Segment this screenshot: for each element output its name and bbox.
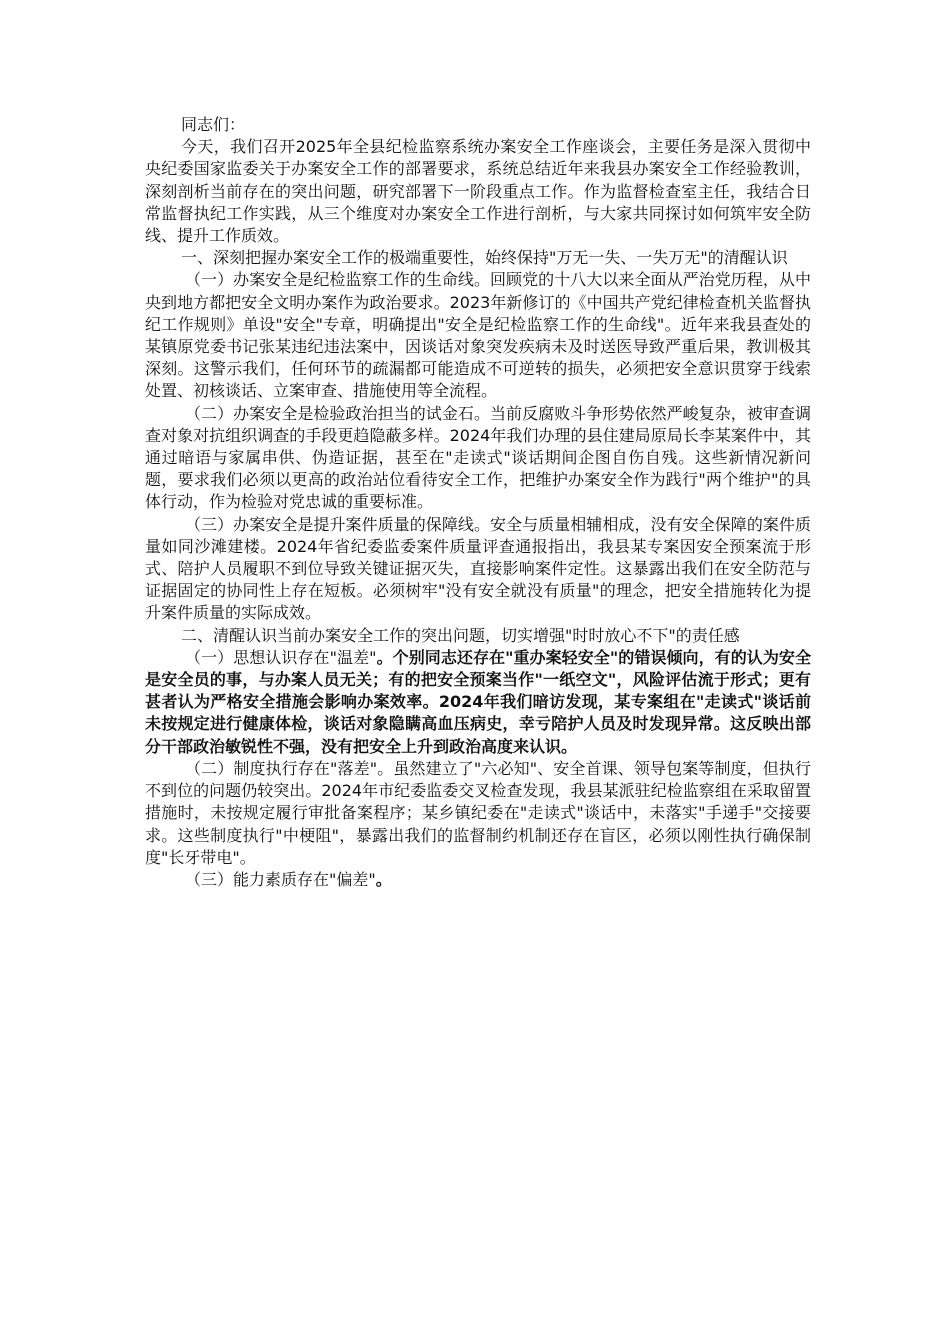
section-2-heading: 二、清醒认识当前办案安全工作的突出问题，切实增强"时时放心不下"的责任感 [181, 625, 740, 645]
section-2-point-1-body: 。个别同志还存在"重办案轻安全"的错误倾向，有的认为安全是安全员的事，与办案人员无关；有的把安全预案当作"一纸空文"，风险评估流于形式；更有甚者认为严格安全措施会影响办案效率。2024年我们暗访发现，某专案组在"走读式"谈话前未按规定进行健康体检，谈话对象隐瞒高血压病史，幸亏陪护人员及时发现异常。这反映出部分干部政治敏锐性不强，没有把安全上升到政治高度来认识。 [145, 647, 811, 756]
section-2-paragraph-2 [145, 758, 811, 869]
section-1-heading: 一、深刻把握办案安全工作的极端重要性，始终保持"万无一失、一失万无"的清醒认识 [181, 248, 788, 268]
section-2-point-1-lead: （一）思想认识存在"温差" [185, 647, 377, 667]
section-2-paragraph-3 [145, 869, 811, 891]
section-2-point-3-body: 。 [375, 869, 392, 889]
section-2-point-2-body: 。虽然建立了"六必知"、安全首课、领导包案等制度，但执行不到位的问题仍较突出。2024年市纪委监委交叉检查发现，我县某派驻纪检监察组在采取留置措施时，未按规定履行审批备案程序；某乡镇纪委在"走读式"谈话中，未落实"手递手"交接要求。这些制度执行"中梗阻"，暴露出我们的监督制约机制还存在盲区，必须以刚性执行确保制度"长牙带电"。 [145, 758, 811, 867]
section-2-point-2-lead: （二）制度执行存在"落差" [185, 758, 378, 778]
section-2-point-3-lead: （三）能力素质存在"偏差" [185, 869, 376, 889]
section-1-paragraph-2: （二）办案安全是检验政治担当的试金石。当前反腐败斗争形势依然严峻复杂，被审查调查对象对抗组织调查的手段更趋隐蔽多样。2024年我们办理的县住建局原局长李某案件中，其通过暗语与家属串供、伪造证据，甚至在"走读式"谈话期间企图自伤自残。这些新情况新问题，要求我们必须以更高的政治站位看待安全工作，把维护办案安全作为践行"两个维护"的具体行动，作为检验对党忠诚的重要标准。 [145, 403, 811, 512]
section-1-paragraph-3: （三）办案安全是提升案件质量的保障线。安全与质量相辅相成，没有安全保障的案件质量如同沙滩建楼。2024年省纪委监委案件质量评查通报指出，我县某专案因安全预案流于形式、陪护人员履职不到位导致关键证据灭失，直接影响案件定性。这暴露出我们在安全防范与证据固定的协同性上存在短板。必须树牢"没有安全就没有质量"的理念，把安全措施转化为提升案件质量的实际成效。 [145, 514, 811, 623]
section-1-paragraph-1: （一）办案安全是纪检监察工作的生命线。回顾党的十八大以来全面从严治党历程，从中央到地方都把安全文明办案作为政治要求。2023年新修订的《中国共产党纪律检查机关监督执纪工作规则》单设"安全"专章，明确提出"安全是纪检监察工作的生命线"。近年来我县查处的某镇原党委书记张某违纪违法案中，因谈话对象突发疾病未及时送医导致严重后果，教训极其深刻。这警示我们，任何环节的疏漏都可能造成不可逆转的损失，必须把安全意识贯穿于线索处置、初核谈话、立案审查、措施使用等全流程。 [145, 270, 811, 401]
greeting: 同志们： [181, 115, 246, 134]
document-body [145, 114, 811, 891]
section-2-paragraph-1 [145, 647, 811, 758]
intro-paragraph: 今天，我们召开2025年全县纪检监察系统办案安全工作座谈会，主要任务是深入贯彻中央纪委国家监委关于办案安全工作的部署要求，系统总结近年来我县办案安全工作经验教训，深刻剖析当前存在的突出问题，研究部署下一阶段重点工作。作为监督检查室主任，我结合日常监督执纪工作实践，从三个维度对办案安全工作进行剖析，与大家共同探讨如何筑牢安全防线、提升工作质效。 [145, 137, 811, 246]
